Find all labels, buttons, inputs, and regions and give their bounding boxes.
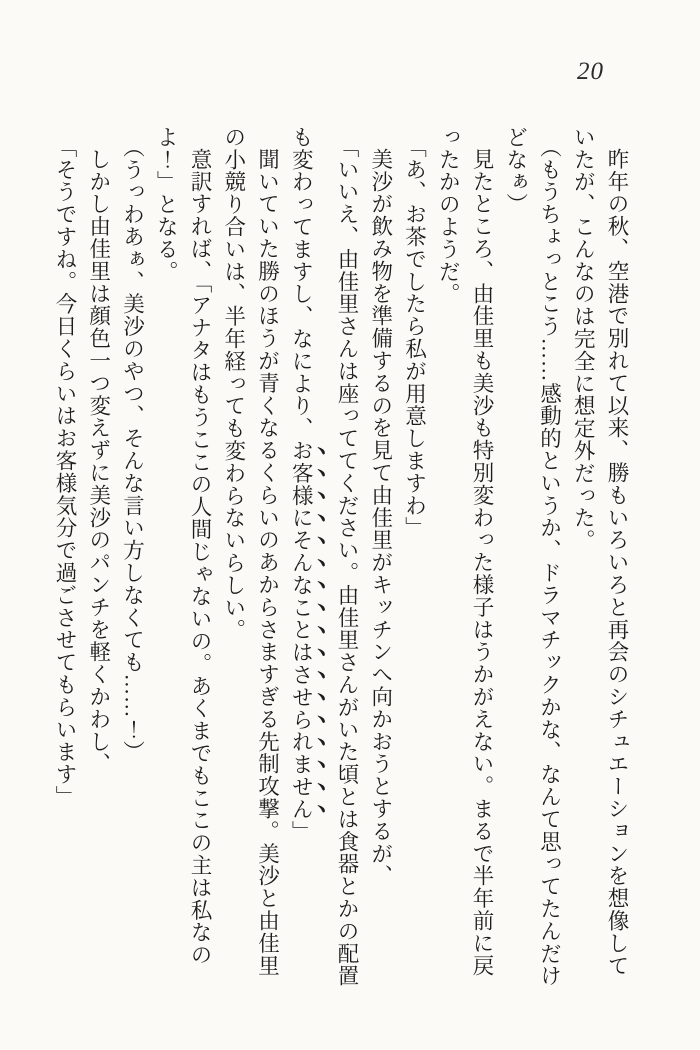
- page-number: 20: [577, 58, 604, 85]
- paragraph: しかし由佳里は顔色一つ変えずに美沙のパンチを軽くかわし、: [86, 147, 111, 775]
- paragraph: 美沙が飲み物を準備するのを見て由佳里がキッチンへ向かおうとするが、: [368, 147, 393, 887]
- paragraph: 昨年の秋、空港で別れて以来、勝もいろいろと再会のシチュエーションを想像していたが、こんなのは完全に想定外だった。: [571, 126, 629, 977]
- closing-bracket: 」: [289, 820, 314, 843]
- emphasized-phrase: お客様にそんなことはさせられません: [289, 439, 314, 821]
- dialogue-text: 「いいえ、由佳里さんは座っててください。由佳里さんがいた頃とは食器とかの配置も変わってますし、なにより、: [289, 126, 359, 987]
- paragraph: 「あ、お茶でしたら私が用意しますわ」: [402, 135, 427, 539]
- paragraph: 意訳すれば、「アナタはもうここの人間じゃないの。あくまでもここの主は私なのよ！」となる。: [154, 126, 212, 966]
- body-text: [53, 126, 633, 994]
- paragraph: （うっわあぁ、美沙のやつ、そんな言い方しなくても……！）: [120, 135, 145, 763]
- paragraph: （もうちょっとこう……感動的というか、ドラマチックかな、なんて思ってたんだけどなぁ）: [503, 126, 562, 987]
- paragraph: [284, 126, 364, 994]
- paragraph: 「そうですね。今日くらいはお客様気分で過ごさせてもらいます」: [53, 135, 77, 808]
- paragraph: 聞いていた勝のほうが青くなるくらいのあからさますぎる先制攻撃。美沙と由佳里の小競り合いは、半年経っても変わらないらしい。: [221, 126, 280, 977]
- paragraph: 見たところ、由佳里も美沙も特別変わった様子はうかがえない。まるで半年前に戻ったかのようだ。: [436, 126, 494, 977]
